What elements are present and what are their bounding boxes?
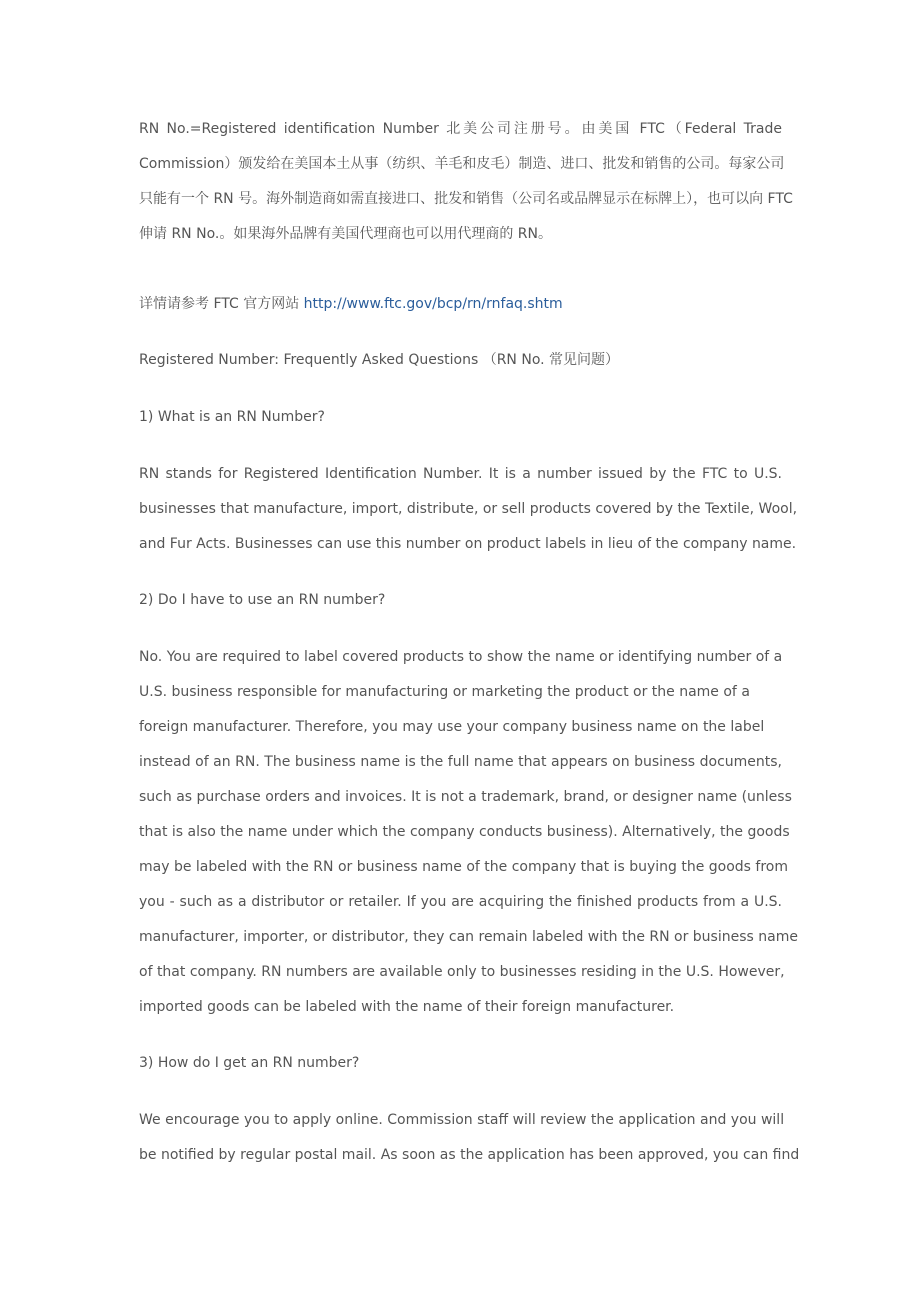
faq-question: 3) How do I get an RN number?	[139, 1055, 360, 1071]
faq-answer-line: you - such as a distributor or retailer. If you are acquiring the finished products from a U.S.	[139, 894, 782, 910]
reference-prefix: 详情请参考 FTC 官方网站	[139, 296, 300, 312]
faq-title: Registered Number: Frequently Asked Questions （RN No. 常见问题）	[139, 352, 620, 368]
intro-line: 只能有一个 RN 号。海外制造商如需直接进口、批发和销售（公司名或品牌显示在标牌上），也可以向 FTC	[139, 191, 793, 207]
faq-answer-line: instead of an RN. The business name is the full name that appears on business documents,	[139, 754, 782, 770]
faq-answer-line: We encourage you to apply online. Commission staff will review the application and you will	[139, 1112, 785, 1128]
faq-answer-line: and Fur Acts. Businesses can use this number on product labels in lieu of the company name.	[139, 536, 797, 552]
faq-answer-line: manufacturer, importer, or distributor, they can remain labeled with the RN or business name	[139, 929, 798, 945]
faq-answer-line: U.S. business responsible for manufacturing or marketing the product or the name of a	[139, 684, 750, 700]
faq-answer-line: No. You are required to label covered products to show the name or identifying number of a	[139, 649, 783, 665]
ftc-faq-link[interactable]: http://www.ftc.gov/bcp/rn/rnfaq.shtm	[303, 296, 563, 312]
reference-line	[139, 294, 563, 314]
faq-answer-line: such as purchase orders and invoices. It is not a trademark, brand, or designer name (unless	[139, 789, 792, 805]
faq-answer-line: that is also the name under which the company conducts business). Alternatively, the goods	[139, 824, 790, 840]
intro-line: 伸请 RN No.。如果海外品牌有美国代理商也可以用代理商的 RN。	[139, 226, 552, 242]
faq-question: 1) What is an RN Number?	[139, 409, 325, 425]
faq-answer-line: may be labeled with the RN or business name of the company that is buying the goods from	[139, 859, 788, 875]
faq-answer-line: RN stands for Registered Identification Number. It is a number issued by the FTC to U.S.	[139, 466, 782, 482]
faq-question: 2) Do I have to use an RN number?	[139, 592, 386, 608]
faq-answer-line: of that company. RN numbers are available only to businesses residing in the U.S. However,	[139, 964, 785, 980]
intro-line: RN No.=Registered identification Number 北美公司注册号。由美国 FTC（Federal Trade	[139, 121, 782, 137]
faq-answer-line: businesses that manufacture, import, distribute, or sell products covered by the Textile, Wool,	[139, 501, 798, 517]
faq-answer-line: imported goods can be labeled with the name of their foreign manufacturer.	[139, 999, 675, 1015]
faq-answer-line: be notified by regular postal mail. As soon as the application has been approved, you can find	[139, 1147, 800, 1163]
intro-line: Commission）颁发给在美国本土从事（纺织、羊毛和皮毛）制造、进口、批发和销售的公司。每家公司	[139, 156, 785, 172]
faq-answer-line: foreign manufacturer. Therefore, you may use your company business name on the label	[139, 719, 765, 735]
